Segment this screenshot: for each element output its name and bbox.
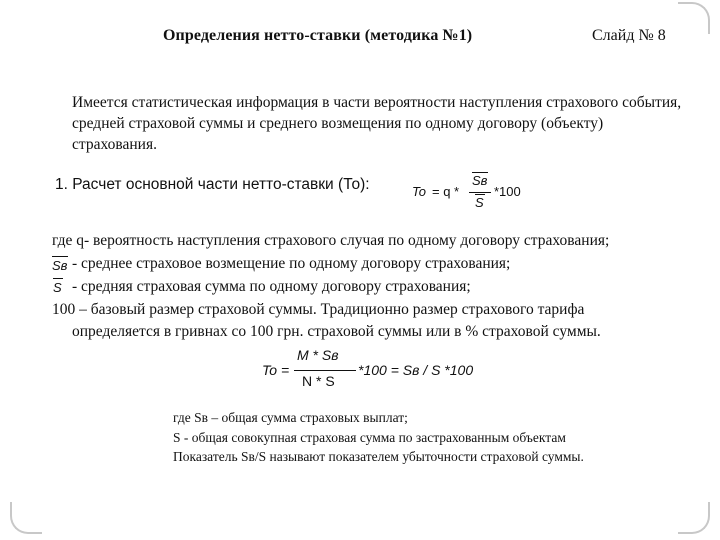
formula-net-rate-aggregate <box>262 346 502 396</box>
s-symbol: S <box>53 280 62 295</box>
definition-base-line-2: определяется в гривнах со 100 грн. страховой суммы или в % страховой суммы. <box>72 323 601 340</box>
formula1-denominator: S <box>475 195 484 210</box>
formula2-lhs: To = <box>262 362 290 378</box>
formula1-equals: = q * <box>432 184 460 199</box>
sv-symbol-overbar <box>52 256 68 257</box>
note-line-2: S - общая совокупная страховая сумма по застрахованным объектам <box>173 429 566 445</box>
formula2-denominator: N * S <box>302 373 335 389</box>
slide-title: Определения нетто-ставки (методика №1) <box>163 27 473 44</box>
formula1-fraction-line <box>469 192 491 193</box>
frame-corner-bottom-right <box>678 502 710 534</box>
definition-q: где q- вероятность наступления страхового случая по одному договору страхования; <box>52 232 610 249</box>
definition-base-line-1: 100 – базовый размер страховой суммы. Традиционно размер страхового тарифа <box>52 301 585 318</box>
note-line-1: где Sв – общая сумма страховых выплат; <box>173 410 408 425</box>
note-line-3: Показатель Sв/S называют показателем убыточности страховой суммы. <box>173 449 584 464</box>
definition-sv: - среднее страховое возмещение по одному договору страхования; <box>72 255 511 272</box>
formula2-tail: *100 = Sв / S *100 <box>358 362 474 378</box>
s-symbol-overbar <box>53 278 63 279</box>
frame-corner-top-right <box>678 2 710 34</box>
slide-number: Слайд № 8 <box>592 27 666 44</box>
list-item-1: 1. Расчет основной части нетто-ставки (То): <box>55 176 370 193</box>
frame-corner-bottom-left <box>10 502 42 534</box>
intro-text: Имеется статистическая информация в части вероятности наступления страхового события, средней страховой суммы и среднего возмещения по одному договору (объекту) страхования. <box>72 94 682 153</box>
formula2-fraction-line <box>294 370 356 371</box>
formula-net-rate <box>412 168 542 218</box>
definition-s: - средняя страховая сумма по одному договору страхования; <box>72 278 471 295</box>
sv-symbol: Sв <box>52 258 68 273</box>
formula2-numerator: M * Sв <box>297 347 339 363</box>
notes-block <box>173 408 584 467</box>
formula1-tail: *100 <box>494 184 521 199</box>
formula1-numerator: Sв <box>472 173 488 188</box>
intro-paragraph <box>72 92 682 155</box>
formula1-lhs: To <box>412 184 426 199</box>
